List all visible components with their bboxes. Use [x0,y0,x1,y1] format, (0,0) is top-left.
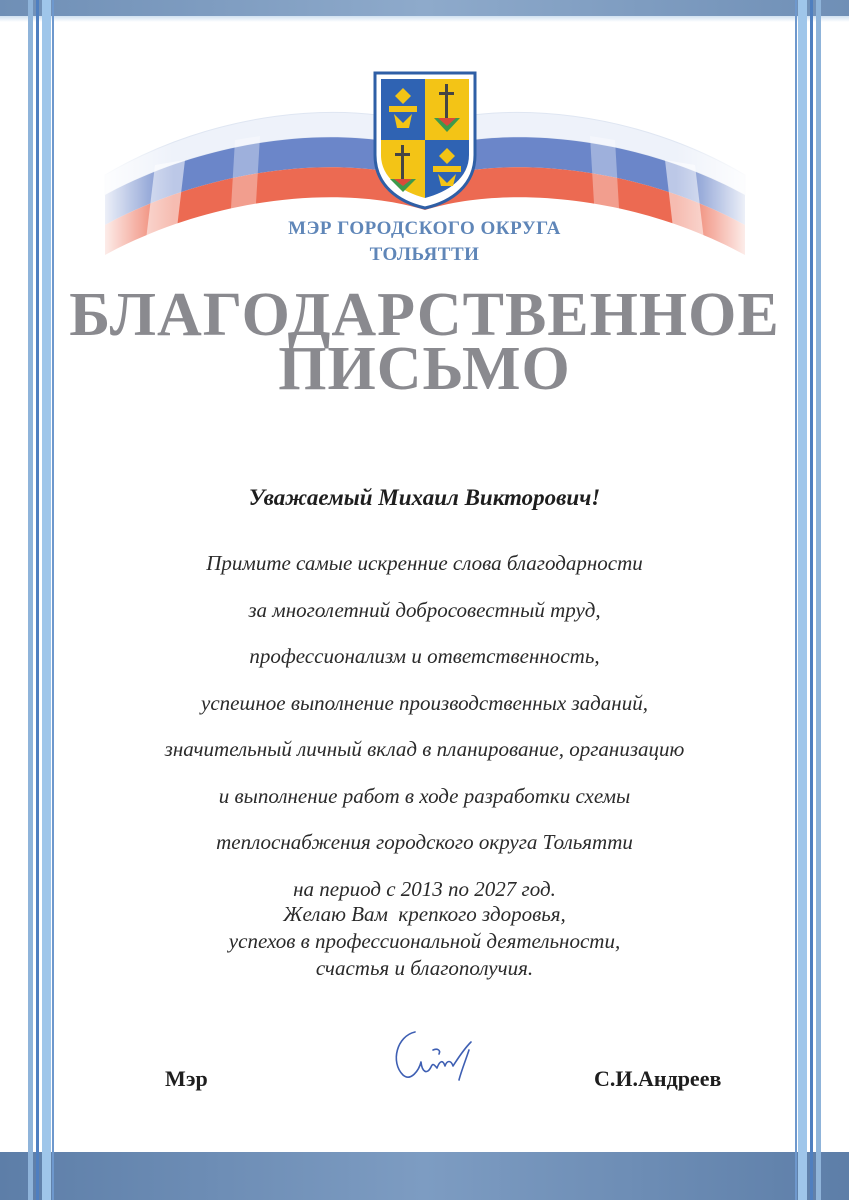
gratitude-line: успешное выполнение производственных заданий, [201,690,648,715]
gratitude-line: и выполнение работ в ходе разработки схемы [218,783,631,808]
wishes-text [0,901,849,982]
wish-line: успехов в профессиональной деятельности, [228,929,621,953]
gratitude-line: значительный личный вклад в планирование, организацию [164,737,685,761]
gratitude-line: теплоснабжения городского округа Тольятти [216,830,633,854]
issuer-title-line1: МЭР ГОРОДСКОГО ОКРУГА [288,218,561,239]
gratitude-line: профессионализм и ответственность, [249,644,600,668]
signatory-role: Мэр [165,1066,208,1091]
gratitude-line: на период с 2013 по 2027 год. [293,876,556,901]
handwritten-signature [385,1020,495,1090]
gratitude-text [0,545,849,917]
wish-line: счастья и благополучия. [315,956,534,980]
document-title-line1: БЛАГОДАРСТВЕННОЕ [69,281,780,349]
bottom-border-band [0,1152,849,1200]
salutation: Уважаемый Михаил Викторович! [248,485,601,510]
tolyatti-coat-of-arms-icon [372,70,478,210]
gratitude-line: за многолетний добросовестный труд, [248,597,601,622]
wish-line: Желаю Вам крепкого здоровья, [283,902,566,926]
gratitude-line: Примите самые искренние слова благодарности [206,551,643,575]
signatory-name: С.И.Андреев [594,1066,722,1091]
issuer-title-line2: ТОЛЬЯТТИ [369,244,480,265]
top-border-band [0,0,849,16]
document-title-line2: ПИСЬМО [278,335,571,403]
